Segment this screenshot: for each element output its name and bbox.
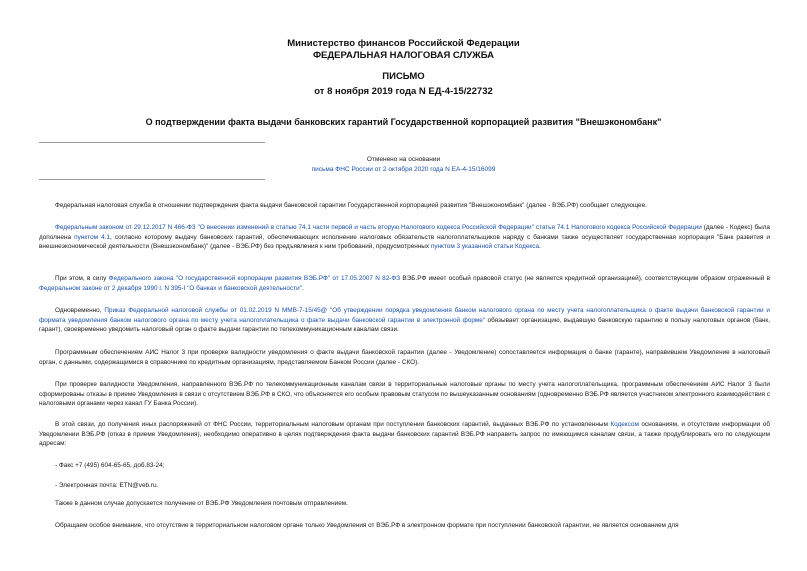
point-3-link[interactable]: пунктом 3 указанной статьи Кодекса (430, 243, 539, 250)
paragraph-6: При проверке валидности Уведомления, направленного ВЭБ.РФ по телекоммуникационным каналам связи в территориальные налоговые органы по месту учета налогоплательщика, программным обеспечением АИС Налог 3 были сформированы отказы в приеме Уведомления в связи с отсутствием ВЭБ.РФ в СКО, что объясняется его особым правовым статусом по вышеуказанным основаниям (одновременно ВЭБ.РФ является участником электронного взаимодействия с налоговыми органами через канал ГУ Банка России). (39, 381, 770, 407)
basis-note: Отменено на основании (366, 156, 441, 163)
document-type: ПИСЬМО (382, 71, 425, 82)
law-82-fz-link[interactable]: Федерального закона "О государственной корпорации развития ВЭБ.РФ" от 17.05.2007 N 82-ФЗ (108, 275, 401, 282)
document-subject: О подтверждении факта выдачи банковских гарантий Государственной корпорацией развития "Внешэкономбанк" (145, 117, 662, 127)
basis-link-text[interactable]: письма ФНС России от 2 октября 2020 года N ЕА-4-15/16099 (311, 166, 496, 173)
point-4-1-link[interactable]: пунктом 4.1 (74, 233, 110, 241)
paragraph-4: Одновременно, Приказ Федеральной налоговой службы от 01.02.2019 N ММВ-7-15/45@ "Об утверждении порядка уведомления банком налогового органа по месту учета налогоплательщика о факте выдачи банковской гарантии и формата уведомления банком налогового органа по месту учета налогоплательщика о факте выдачи банковской гарантии в электронной форме" обязывает организацию, выдавшую банковскую гарантию в пользу налоговых органов (банк, гарант), своевременно уведомить налоговый орган о факте выдачи гарантии по телекоммуникационным каналам связи. (39, 307, 770, 333)
ministry-name: Министерство финансов Российской Федерации (287, 38, 520, 49)
paragraph-3: При этом, в силу Федерального закона "О государственной корпорации развития ВЭБ.РФ" от 17.05.2007 N 82-ФЗ ВЭБ.РФ имеет особый правовой статус (не является кредитной организацией), соответствующим образом отраженный в Федеральном законе от 2 декабря 1990 г. N 395-I "О банках и банковской деятельности". (39, 275, 770, 292)
law-466-fz-link[interactable]: Федеральным законом от 29.12.2017 N 466-ФЗ "О внесении изменений в статью 74.1 части первой и часть вторую Налогового кодекса Российской Федерации" статья 74.1 Налогового кодекса Российской Федерации (55, 224, 702, 231)
paragraph-5: Программным обеспечением АИС Налог 3 при проверке валидности уведомления о факте выдачи банковской гарантии (далее - Уведомление) сопоставляется информация о банке (гаранте), направившем Уведомление в налоговый орган, с данными, содержащимися в справочнике по кредитным организациям, представляемом Банком России (далее - СКО). (39, 349, 770, 366)
basis-link[interactable] (0, 165, 807, 174)
divider-bottom (39, 179, 265, 180)
paragraph-11: Обращаем особое внимание, что отсутствие в территориальном налоговом органе только Уведомления от ВЭБ.РФ в электронном формате при поступлении банковской гарантии, не является основанием для (55, 522, 679, 529)
paragraph-2: Федеральным законом от 29.12.2017 N 466-ФЗ "О внесении изменений в статью 74.1 части первой и часть вторую Налогового кодекса Российской Федерации" статья 74.1 Налогового кодекса Российской Федерации (далее - Кодекс) была дополнена пунктом 4.1, согласно которому выдачу банковских гарантий, обеспечивающих исполнение налоговых обязательств налогоплательщиков наряду с банками также осуществляет государственная корпорация "Банк развития и внешнеэкономической деятельности (Внешэкономбанк)" (далее - ВЭБ.РФ) без предъявления к ним требований, предусмотренных пунктом 3 указанной статьи Кодекса. (39, 224, 770, 250)
paragraph-postal: Также в данном случае допускается получение от ВЭБ.РФ Уведомления почтовым отправлением. (55, 500, 348, 507)
document-date-number: от 8 ноября 2019 года N ЕД-4-15/22732 (314, 86, 493, 97)
law-banks-link[interactable]: Федеральном законе от 2 декабря 1990 г. N 395-I "О банках и банковской деятельности" (39, 284, 302, 292)
paragraph-fax: - Факс +7 (495) 604-65-65, доб.83-24; (55, 462, 165, 469)
order-mmv-link[interactable]: Приказ Федеральной налоговой службы от 01.02.2019 N ММВ-7-15/45@ "Об утверждении порядка уведомления банком налогового органа по месту учета налогоплательщика о факте выдачи банковской гарантии и формата уведомления банком налогового органа по месту учета налогоплательщика о факте выдачи банковской гарантии в электронной форме" (39, 307, 770, 324)
code-link[interactable]: Кодексом (610, 421, 639, 428)
paragraph-1: Федеральная налоговая служба в отношении подтверждения факта выдачи банковской гарантии Государственной корпорацией развития "Внешэкономбанк" (далее - ВЭБ.РФ) сообщает следующее. (55, 202, 647, 209)
paragraph-7: В этой связи, до получения иных распоряжений от ФНС России, территориальным налоговым органам при поступлении банковских гарантий, выданных ВЭБ.РФ по установленным Кодексом основаниям, и отсутствии информации об Уведомлении ВЭБ.РФ (отказ в приеме Уведомления), необходимо оперативно в целях подтверждения факта выдачи банковских гарантий ВЭБ.РФ направить запрос по имеющимся каналам связи, а также продублировать его по следующим адресам: (39, 421, 770, 447)
divider-top (39, 142, 265, 143)
paragraph-email: - Электронная почта: ETN@veb.ru. (55, 482, 159, 489)
service-name: ФЕДЕРАЛЬНАЯ НАЛОГОВАЯ СЛУЖБА (312, 50, 495, 61)
